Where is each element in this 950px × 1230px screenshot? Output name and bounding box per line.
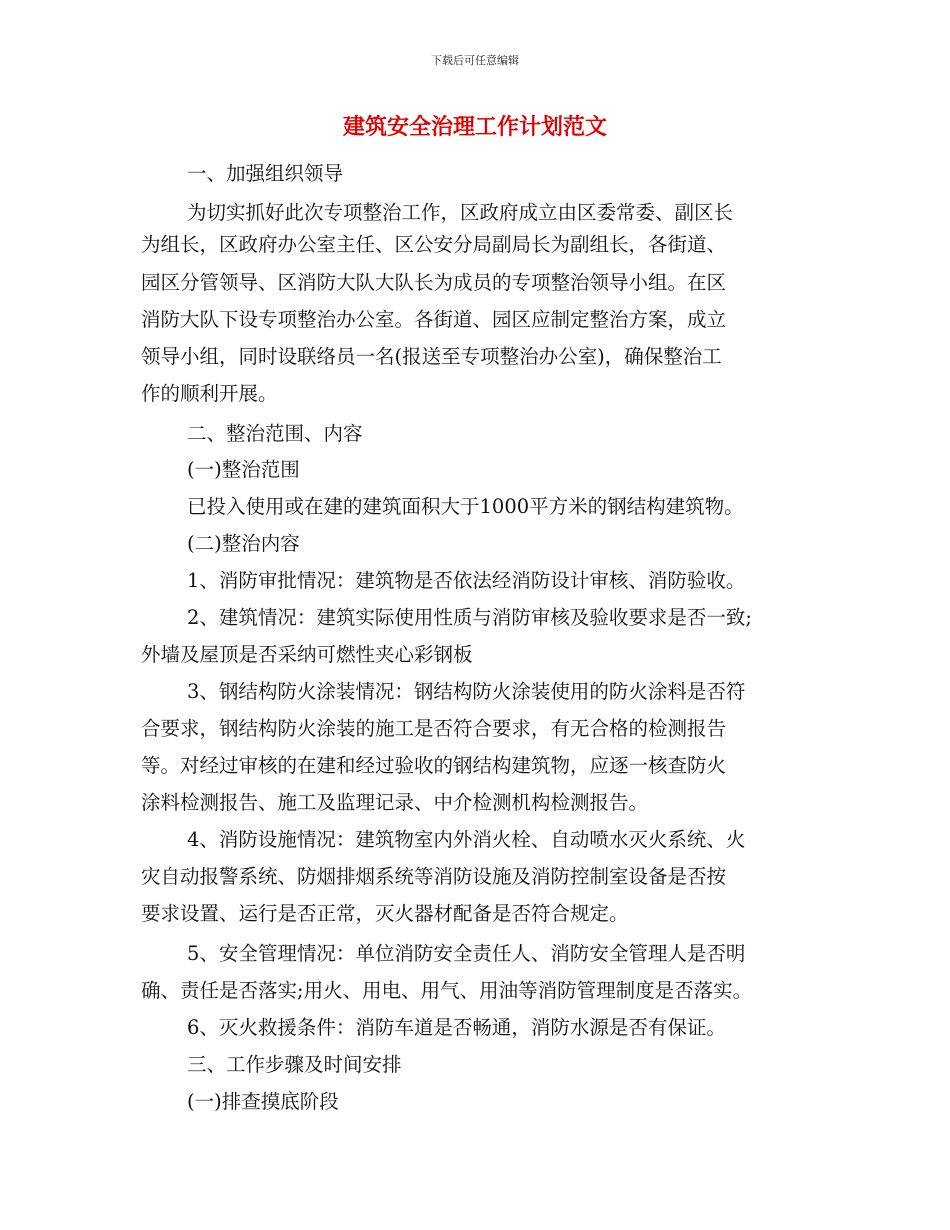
paragraph-line: 1、消防审批情况：建筑物是否依法经消防设计审核、消防验收。 [187, 569, 746, 592]
paragraph-line: 涂料检测报告、施工及监理记录、中介检测机构检测报告。 [141, 791, 649, 814]
header-note: 下载后可任意编辑 [431, 54, 519, 67]
paragraph-line: 6、灭火救援条件：消防车道是否畅通，消防水源是否有保证。 [187, 1016, 726, 1039]
paragraph-line: 3、钢结构防火涂装情况：钢结构防火涂装使用的防火涂料是否符 [187, 680, 746, 703]
section-heading: 二、整治范围、内容 [187, 422, 363, 445]
section-heading: 一、加强组织领导 [187, 162, 344, 185]
paragraph-line: 要求设置、运行是否正常，灭火器材配备是否符合规定。 [141, 902, 629, 925]
paragraph-line: 消防大队下设专项整治办公室。各街道、园区应制定整治方案，成立 [141, 308, 727, 331]
paragraph-line: 合要求，钢结构防火涂装的施工是否符合要求，有无合格的检测报告 [141, 717, 727, 740]
paragraph-line: 园区分管领导、区消防大队大队长为成员的专项整治领导小组。在区 [141, 271, 727, 294]
paragraph-line: 等。对经过审核的在建和经过验收的钢结构建筑物，应逐一核查防火 [141, 754, 727, 777]
paragraph-line: 作的顺利开展。 [141, 382, 278, 405]
paragraph-line: 外墙及屋顶是否采纳可燃性夹心彩钢板 [141, 643, 473, 666]
subsection-heading: (二)整治内容 [187, 532, 300, 555]
paragraph-line: 灾自动报警系统、防烟排烟系统等消防设施及消防控制室设备是否按 [141, 865, 727, 888]
paragraph-line: 4、消防设施情况：建筑物室内外消火栓、自动喷水灭火系统、火 [187, 828, 746, 851]
subsection-heading: (一)整治范围 [187, 458, 300, 481]
paragraph-line: 5、安全管理情况：单位消防安全责任人、消防安全管理人是否明 [187, 942, 746, 965]
paragraph-line: 2、建筑情况：建筑实际使用性质与消防审核及验收要求是否一致; [187, 606, 752, 629]
document-title: 建筑安全治理工作计划范文 [342, 115, 607, 140]
paragraph-line: 为切实抓好此次专项整治工作，区政府成立由区委常委、副区长 [187, 201, 734, 224]
paragraph-line: 已投入使用或在建的建筑面积大于1000平方米的钢结构建筑物。 [187, 495, 744, 518]
subsection-heading: (一)排查摸底阶段 [187, 1090, 339, 1113]
paragraph-line: 确、责任是否落实;用火、用电、用气、用油等消防管理制度是否落实。 [141, 979, 753, 1002]
section-heading: 三、工作步骤及时间安排 [187, 1053, 402, 1076]
paragraph-line: 为组长，区政府办公室主任、区公安分局副局长为副组长，各街道、 [141, 233, 727, 256]
paragraph-line: 领导小组，同时设联络员一名(报送至专项整治办公室)，确保整治工 [141, 345, 722, 368]
